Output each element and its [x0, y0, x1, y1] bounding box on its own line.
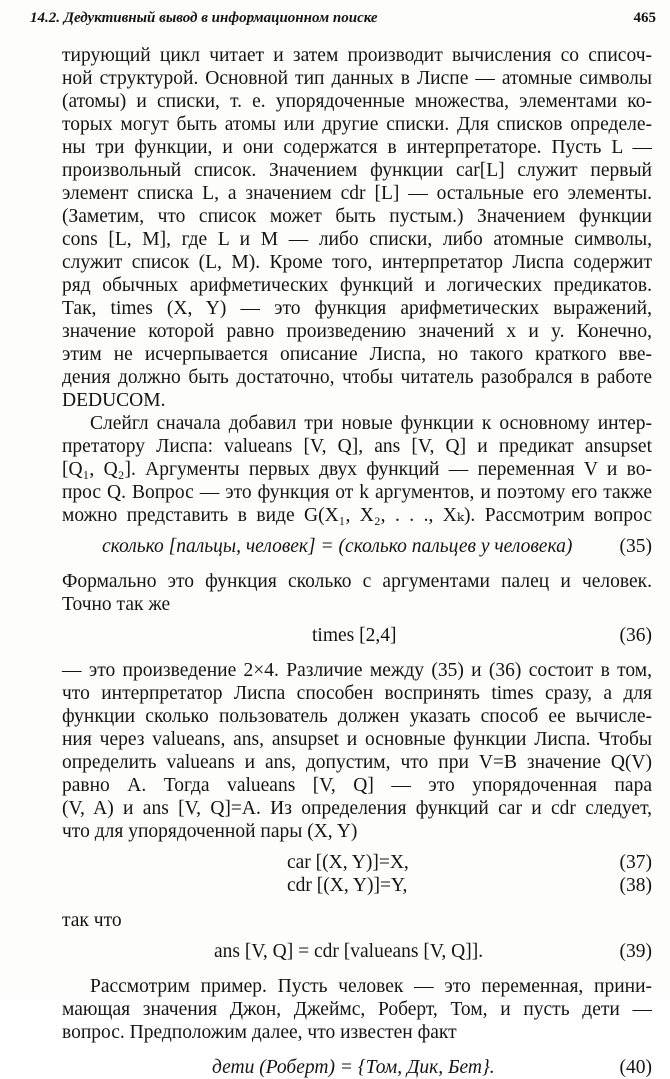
text-line: (V, A) и ans [V, Q]=A. Из определения функций car и cdr следует, [62, 798, 652, 819]
paragraph-2 [62, 412, 652, 527]
text-line: DEDUCOM. [62, 390, 166, 411]
page-body [62, 44, 652, 1079]
section-title: 14.2. Дедуктивный вывод в информационном поиске [30, 10, 378, 26]
equation-expression: ans [V, Q] = cdr [valueans [V, Q]]. [214, 941, 484, 962]
equation-40 [62, 1056, 652, 1079]
text-line: претатору Лиспа: valueans [V, Q], ans [V, Q] и предикат ansupset [62, 436, 652, 457]
text-line: можно представить в виде G(X₁, X₂, . . ., Xₖ). Рассмотрим вопрос [62, 505, 652, 526]
text-line: определить valueans и ans, допустим, что при V=B значение Q(V) [62, 752, 652, 773]
text-line: — это произведение 2×4. Различие между (35) и (36) состоит в том, [62, 660, 652, 681]
text-line: Рассмотрим пример. Пусть человек — это переменная, прини- [90, 976, 652, 997]
equation-38 [62, 874, 652, 897]
text-line: прос Q. Вопрос — это функция от k аргументов, и поэтому его также [62, 482, 652, 503]
text-line: Слейгл сначала добавил три новые функции к основному интер- [90, 413, 652, 434]
equation-number: (40) [619, 1057, 652, 1078]
text-line: cons [L, M], где L и M — либо списки, либо атомные символы, [62, 229, 652, 250]
text-line: функции сколько пользователь должен указать способ ее вычисле- [62, 706, 652, 727]
text-line: тирующий цикл читает и затем производит вычисления со списоч- [62, 45, 652, 66]
text-line: этим не исчерпывается описание Лиспа, но такого краткого вве- [62, 344, 652, 365]
paragraph-1 [62, 44, 652, 412]
text-line: торых могут быть атомы или другие списки. Для списков определе- [62, 114, 652, 135]
equation-expression: cdr [(X, Y)]=Y, [287, 875, 408, 896]
paragraph-6 [62, 975, 652, 1044]
running-header [30, 10, 656, 34]
equation-37 [62, 851, 652, 874]
text-line: ной структурой. Основной тип данных в Лиспе — атомные символы [62, 68, 652, 89]
text-line: так что [62, 910, 122, 931]
paragraph-5 [62, 909, 652, 932]
paragraph-4 [62, 659, 652, 843]
equation-number: (39) [619, 941, 652, 962]
text-line: что для упорядоченной пары (X, Y) [62, 821, 358, 842]
text-line: Точно так же [62, 594, 171, 615]
text-line: (атомы) и списки, т. е. упорядоченные множества, элементами ко- [62, 91, 652, 112]
text-line: (Заметим, что список может быть пустым.) Значением функции [62, 206, 652, 227]
equation-number: (36) [619, 625, 652, 646]
text-line: Так, times (X, Y) — это функция арифметических выражений, [62, 298, 652, 319]
text-line: Формально это функция сколько с аргументами палец и человек. [62, 571, 652, 592]
equation-35 [62, 535, 652, 558]
equation-expression: car [(X, Y)]=X, [287, 852, 409, 873]
text-line: что интерпретатор Лиспа способен воспринять times сразу, а для [62, 683, 652, 704]
equation-39 [62, 940, 652, 963]
text-line: [Q₁, Q₂]. Аргументы первых двух функций — переменная V и во- [62, 459, 652, 480]
text-line: значение которой равно произведению значений x и y. Конечно, [62, 321, 652, 342]
equation-expression: дети (Роберт) = {Том, Дик, Бет}. [212, 1057, 495, 1078]
text-line: ны три функции, и они содержатся в интерпретаторе. Пусть L — [62, 137, 652, 158]
page-number: 465 [633, 10, 656, 26]
equation-number: (38) [619, 875, 652, 896]
text-line: произвольный список. Значением функции car[L] служит первый [62, 160, 652, 181]
paragraph-3 [62, 570, 652, 616]
text-line: вопрос. Предположим далее, что известен факт [62, 1022, 457, 1043]
equation-number: (37) [619, 852, 652, 873]
equation-expression: times [2,4] [312, 625, 397, 646]
equation-36 [62, 624, 652, 647]
text-line: ряд обычных арифметических функций и логических предикатов. [62, 275, 652, 296]
equation-expression: сколько [пальцы, человек] = (сколько пальцев у человека) [102, 536, 573, 557]
text-line: элемент списка L, а значением cdr [L] — остальные его элементы. [62, 183, 652, 204]
equation-number: (35) [619, 536, 652, 557]
text-line: дения должно быть достаточно, чтобы читатель разобрался в работе [62, 367, 652, 388]
text-line: мающая значения Джон, Джеймс, Роберт, Том, и пусть дети — [62, 999, 652, 1020]
text-line: служит список (L, M). Кроме того, интерпретатор Лиспа содержит [62, 252, 652, 273]
text-line: ния через valueans, ans, ansupset и основные функции Лиспа. Чтобы [62, 729, 652, 750]
text-line: равно A. Тогда valueans [V, Q] — это упорядоченная пара [62, 775, 652, 796]
